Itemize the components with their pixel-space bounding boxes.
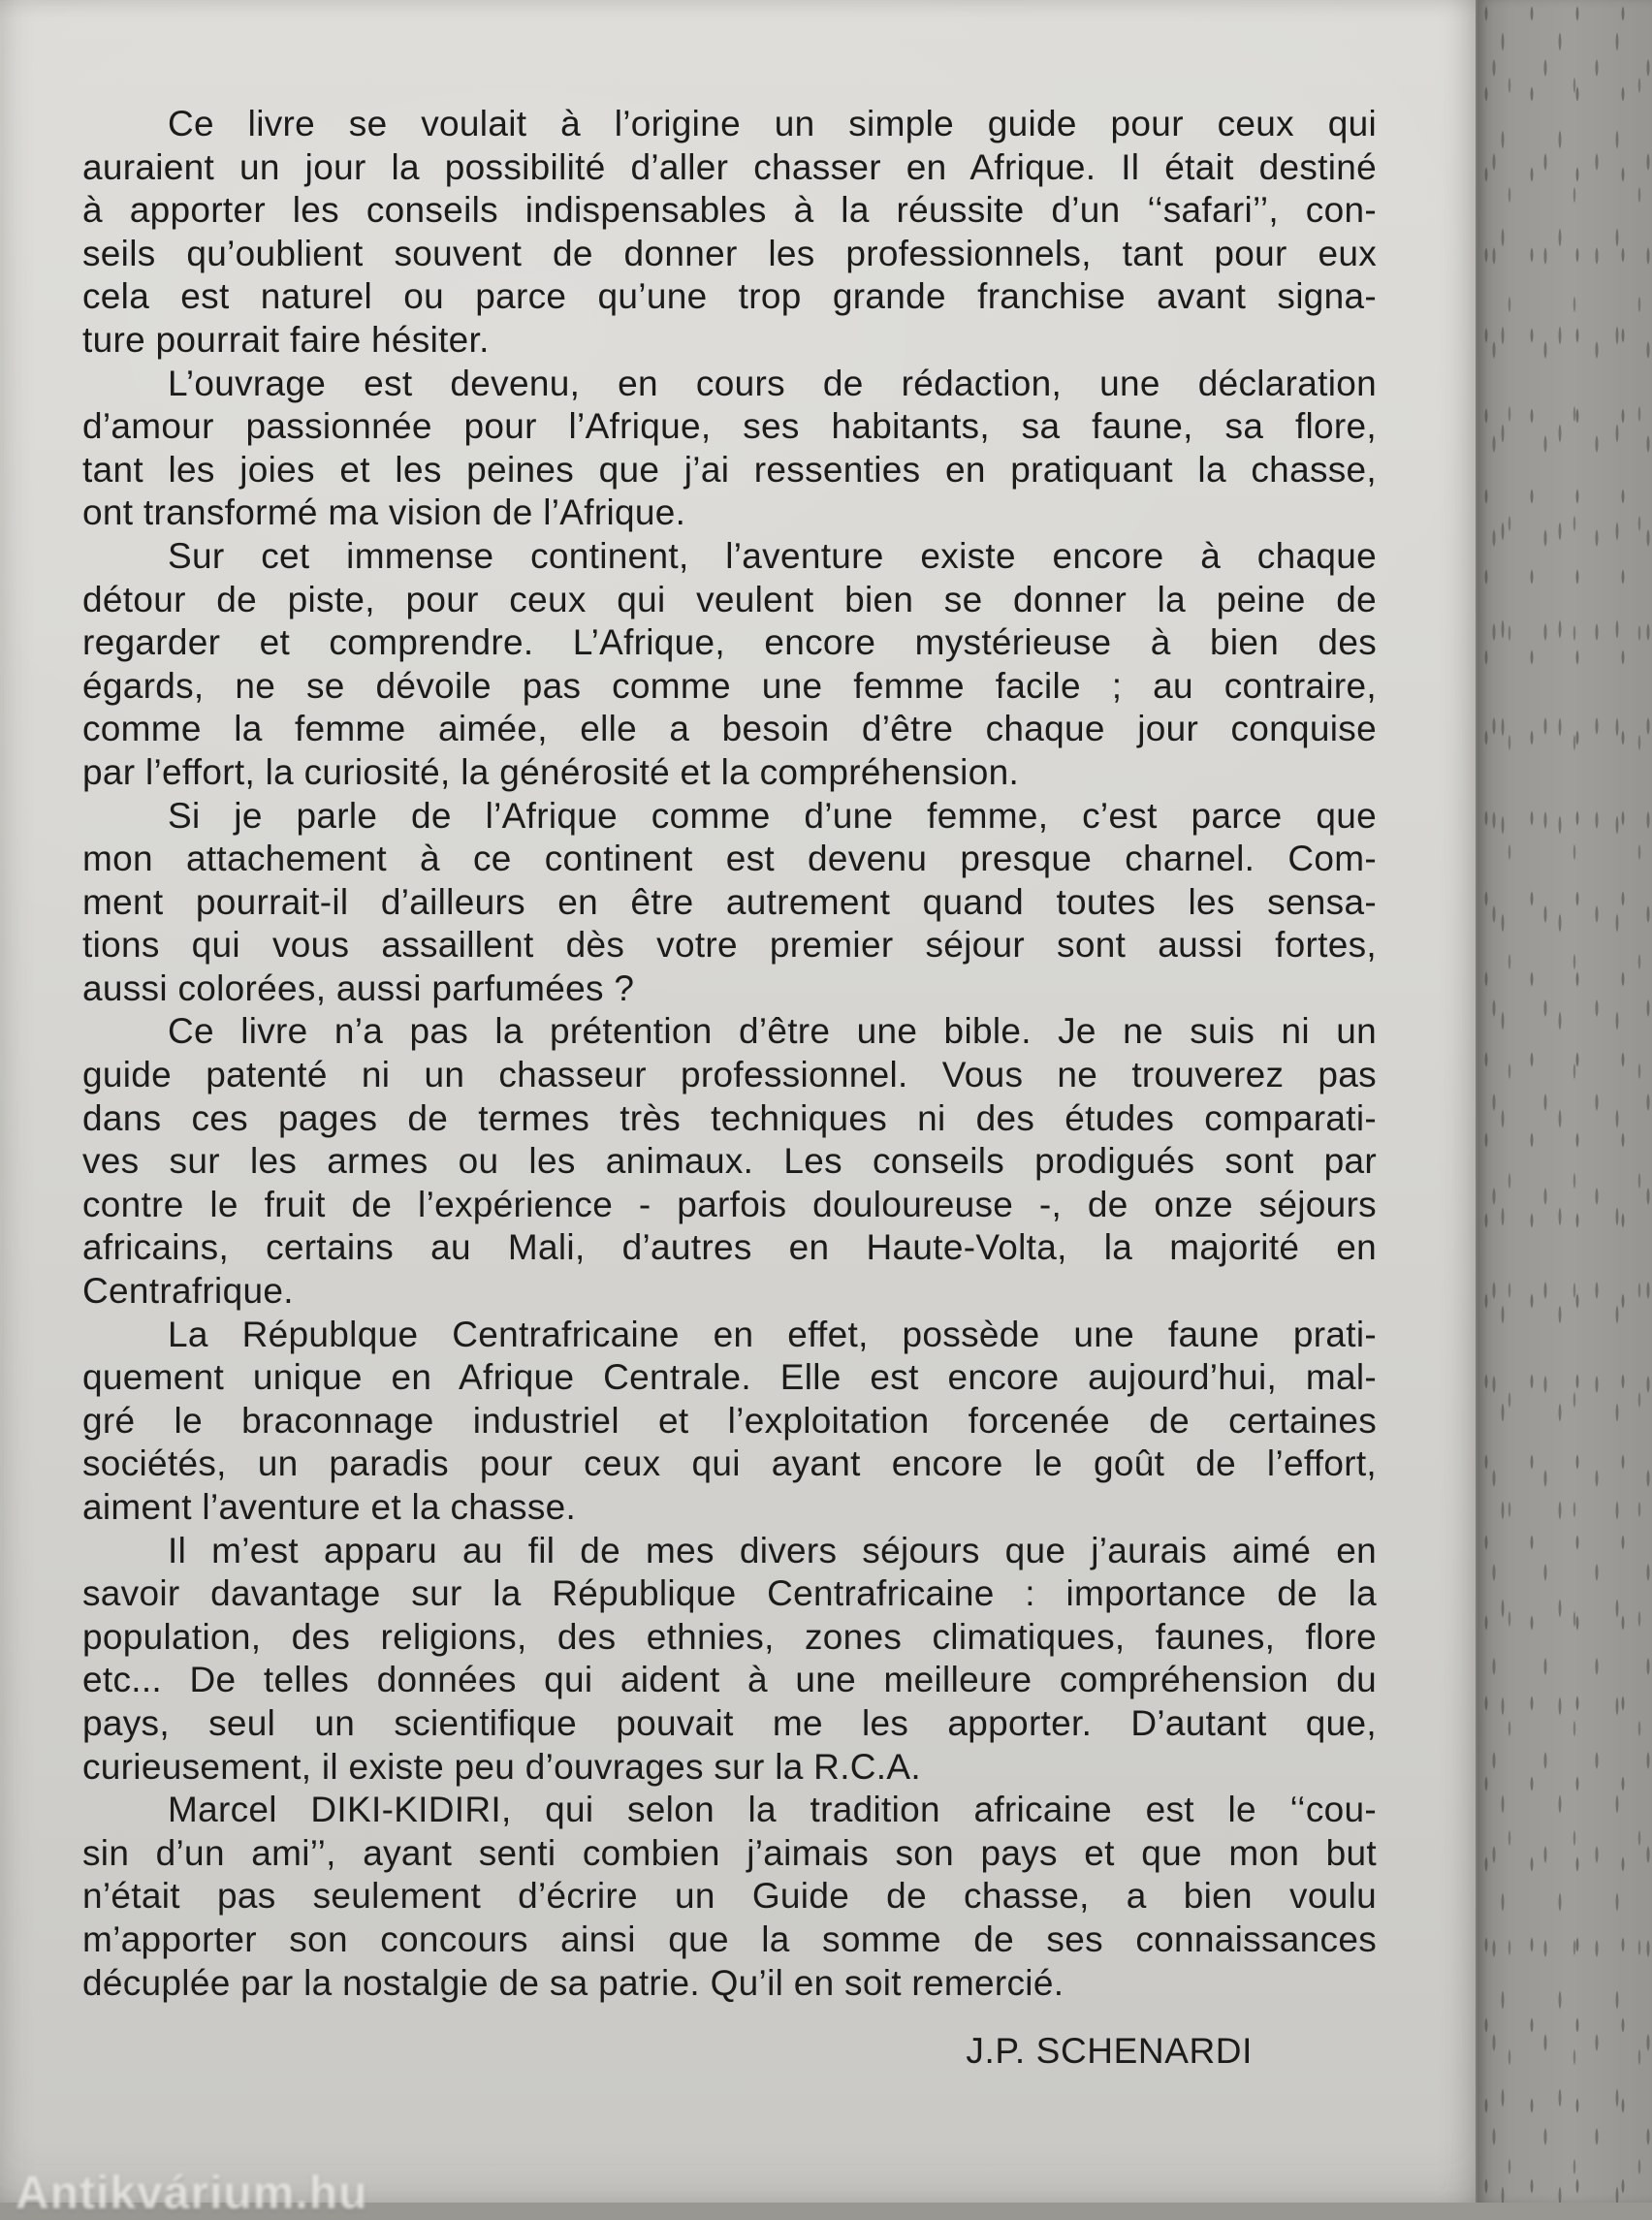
text-line: africains, certains au Mali, d’autres en Haute-Volta, la majorité en <box>82 1227 1377 1268</box>
paragraph <box>82 795 1377 1011</box>
book-cloth-edge <box>1476 0 1652 2203</box>
text-line: gré le braconnage industriel et l’exploitation forcenée de certaines <box>82 1400 1377 1441</box>
text-line: auraient un jour la possibilité d’aller chasser en Afrique. Il était destiné <box>82 146 1377 187</box>
text-line: ture pourrait faire hésiter. <box>82 319 490 360</box>
text-line: Centrafrique. <box>82 1271 294 1312</box>
text-line: savoir davantage sur la République Centrafricaine : importance de la <box>82 1573 1377 1614</box>
text-line: Marcel DIKI-KIDIRI, qui selon la tradition africaine est le ‘‘cou- <box>168 1790 1377 1830</box>
text-line: décuplée par la nostalgie de sa patrie. Qu’il en soit remercié. <box>82 1962 1064 2003</box>
text-line: détour de piste, pour ceux qui veulent bien se donner la peine de <box>82 579 1377 619</box>
text-line: regarder et comprendre. L’Afrique, encore mystérieuse à bien des <box>82 622 1377 663</box>
text-line: population, des religions, des ethnies, zones climatiques, faunes, flore <box>82 1616 1377 1657</box>
text-line: tant les joies et les peines que j’ai ressenties en pratiquant la chasse, <box>82 449 1377 490</box>
text-line: Sur cet immense continent, l’aventure existe encore à chaque <box>168 535 1377 576</box>
text-line: guide patenté ni un chasseur professionnel. Vous ne trouverez pas <box>82 1055 1377 1095</box>
text-line: comme la femme aimée, elle a besoin d’être chaque jour conquise <box>82 709 1377 749</box>
paragraph <box>82 103 1377 363</box>
watermark: Antikvárium.hu <box>16 2168 368 2219</box>
text-line: aussi colorées, aussi parfumées ? <box>82 967 635 1008</box>
paragraph <box>82 1010 1377 1313</box>
text-line: Ce livre se voulait à l’origine un simple guide pour ceux qui <box>168 104 1377 143</box>
text-line: Si je parle de l’Afrique comme d’une femme, c’est parce que <box>168 795 1377 836</box>
text-line: quement unique en Afrique Centrale. Elle est encore aujourd’hui, mal- <box>82 1357 1377 1398</box>
text-line: Ce livre n’a pas la prétention d’être une bible. Je ne suis ni un <box>168 1011 1377 1052</box>
paragraph <box>82 535 1377 795</box>
text-line: seils qu’oublient souvent de donner les professionnels, tant pour eux <box>82 233 1377 273</box>
text-line: curieusement, il existe peu d’ouvrages sur la R.C.A. <box>82 1746 921 1787</box>
text-line: tions qui vous assaillent dès votre premier séjour sont aussi fortes, <box>82 925 1377 966</box>
paragraph <box>82 363 1377 535</box>
text-line: par l’effort, la curiosité, la générosité et la compréhension. <box>82 751 1020 792</box>
text-line: ves sur les armes ou les animaux. Les conseils prodigués sont par <box>82 1141 1377 1182</box>
text-line: Il m’est apparu au fil de mes divers séjours que j’aurais aimé en <box>168 1530 1377 1570</box>
text-line: à apporter les conseils indispensables à la réussite d’un ‘‘safari’’, con- <box>82 190 1377 231</box>
text-line: m’apporter son concours ainsi que la somme de ses connaissances <box>82 1919 1377 1959</box>
text-line: mon attachement à ce continent est devenu presque charnel. Com- <box>82 839 1377 879</box>
text-line: aiment l’aventure et la chasse. <box>82 1487 577 1527</box>
paragraph <box>82 1789 1377 2005</box>
text-line: L’ouvrage est devenu, en cours de rédaction, une déclaration <box>168 363 1377 403</box>
text-line: ont transformé ma vision de l’Afrique. <box>82 492 686 533</box>
text-line: contre le fruit de l’expérience - parfois douloureuse -, de onze séjours <box>82 1184 1377 1224</box>
text-line: sin d’un ami’’, ayant senti combien j’aimais son pays et que mon but <box>82 1832 1377 1873</box>
text-line: etc... De telles données qui aident à une meilleure compréhension du <box>82 1660 1377 1700</box>
text-line: cela est naturel ou parce qu’une trop grande franchise avant signa- <box>82 276 1377 317</box>
text-line: égards, ne se dévoile pas comme une femme facile ; au contraire, <box>82 665 1377 706</box>
text-line: ment pourrait-il d’ailleurs en être autrement quand toutes les sensa- <box>82 881 1377 922</box>
text-line: d’amour passionnée pour l’Afrique, ses habitants, sa faune, sa flore, <box>82 406 1377 447</box>
paragraph <box>82 1314 1377 1530</box>
text-line: La Républque Centrafricaine en effet, possède une faune prati- <box>168 1314 1377 1354</box>
text-line: sociétés, un paradis pour ceux qui ayant encore le goût de l’effort, <box>82 1443 1377 1484</box>
signature: J.P. SCHENARDI <box>966 2031 1253 2071</box>
text-block <box>82 103 1377 2005</box>
text-line: pays, seul un scientifique pouvait me les apporter. D’autant que, <box>82 1702 1377 1743</box>
text-line: n’était pas seulement d’écrire un Guide de chasse, a bien voulu <box>82 1876 1377 1917</box>
text-line: dans ces pages de termes très techniques ni des études comparati- <box>82 1097 1377 1138</box>
paragraph <box>82 1530 1377 1790</box>
